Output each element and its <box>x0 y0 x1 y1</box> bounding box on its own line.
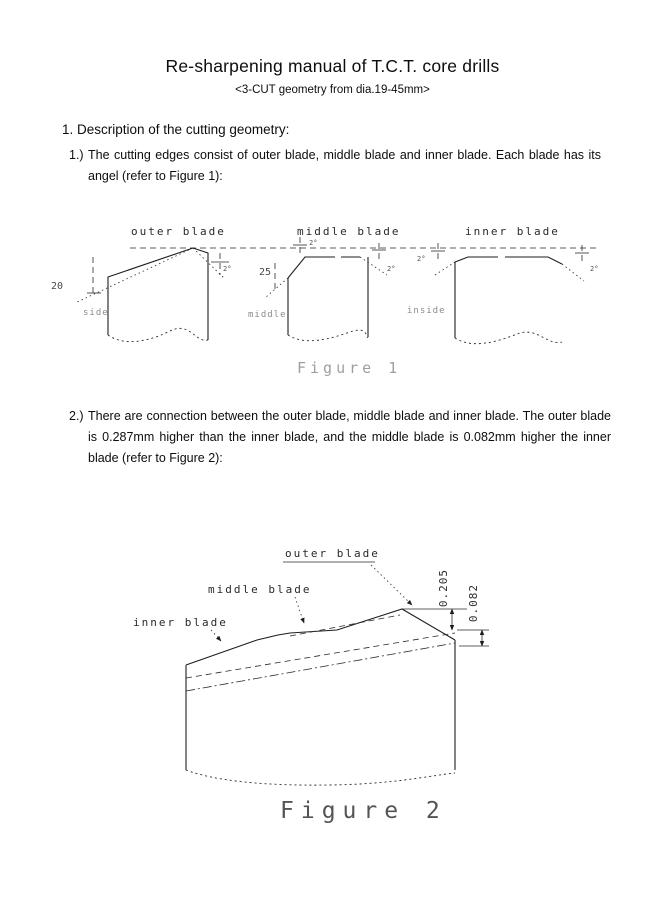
fig1-label-middle-blade: middle blade <box>297 225 401 238</box>
fig1-relief-angle-inner-left: 2° <box>417 255 426 263</box>
fig1-label-middle-small: middle <box>248 310 287 320</box>
page-title: Re-sharpening manual of T.C.T. core drills <box>165 56 500 76</box>
fig1-inner-blade-profile <box>407 243 598 344</box>
paragraph-2-text: There are connection between the outer blade, middle blade and inner blade. The outer blade is 0.287mm higher than the inner blade, and the middle blade is 0.082mm higher the inner blade (refer to Figure 2): <box>88 409 611 465</box>
paragraph-1 <box>69 145 601 187</box>
paragraph-1-text: The cutting edges consist of outer blade, middle blade and inner blade. Each blade has its angel (refer to Figure 1): <box>88 148 601 183</box>
figure-1-drawing <box>35 205 630 390</box>
fig2-label-outer-blade: outer blade <box>285 547 380 560</box>
fig2-dim-0082: 0.082 <box>467 583 480 623</box>
fig1-relief-angle-middle-left: 2° <box>309 239 318 247</box>
fig1-relief-angle-inner-right: 2° <box>590 265 599 273</box>
fig1-label-inner-blade: inner blade <box>465 225 560 238</box>
paragraph-2-marker: 2.) <box>69 409 84 423</box>
fig1-label-inside: inside <box>407 306 446 316</box>
fig1-label-side: side <box>83 308 109 318</box>
fig2-callouts <box>133 547 412 641</box>
figure-2-drawing <box>115 533 555 833</box>
fig1-angle-middle-value: 25 <box>259 267 272 278</box>
fig1-outer-blade-profile <box>51 248 231 342</box>
fig1-angle-outer-value: 20 <box>51 281 64 292</box>
section-heading: 1. Description of the cutting geometry: <box>62 122 290 137</box>
paragraph-2 <box>69 406 611 469</box>
fig2-dim-0205: 0.205 <box>437 568 450 608</box>
fig1-relief-angle-outer: 2° <box>223 265 232 273</box>
paragraph-1-marker: 1.) <box>69 148 84 162</box>
fig1-middle-blade-profile <box>248 237 395 341</box>
page-subtitle: <3-CUT geometry from dia.19-45mm> <box>235 84 430 96</box>
fig2-label-inner-blade: inner blade <box>133 616 228 629</box>
fig1-relief-angle-middle-right: 2° <box>387 265 396 273</box>
fig2-blade-profile <box>186 609 455 785</box>
figure-1-caption: Figure 1 <box>297 359 402 377</box>
fig2-label-middle-blade: middle blade <box>208 583 312 596</box>
figure-2-caption: Figure 2 <box>280 798 447 824</box>
fig1-label-outer-blade: outer blade <box>131 225 226 238</box>
